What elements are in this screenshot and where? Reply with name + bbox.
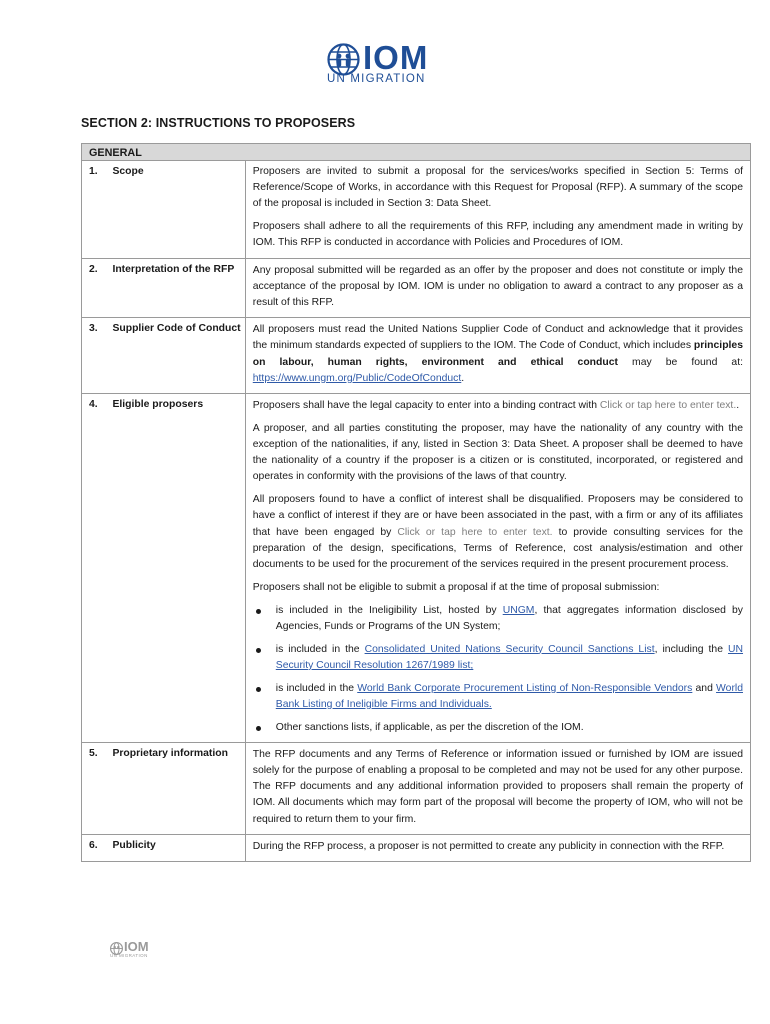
bullet-icon [256, 687, 261, 692]
item-content [245, 394, 750, 743]
item-number: 6. [82, 834, 112, 861]
general-header-row [82, 144, 751, 161]
code-of-conduct-link[interactable]: https://www.ungm.org/Public/CodeOfConduct [252, 372, 462, 384]
text-span: to provide consulting services for the preparation of the design, specifications, Terms of Reference, cost analysis/estimation and other documents to be used for the procurement of the services required in the present procurement process. [252, 526, 743, 571]
ungm-link[interactable]: UNGM [502, 604, 535, 616]
item-label: Eligible proposers [111, 394, 245, 743]
un-resolution-list-link[interactable]: UN Security Council Resolution 1267/1989 list; [275, 643, 744, 671]
eligibility-bullet-list [253, 603, 743, 736]
paragraph: Proposers are invited to submit a proposal for the services/works specified in Section 5: Terms of Reference/Scope of Works, in accordance with this Request for Proposal (RFP). A summary of the scope of the proposal is included in Section 3: Data Sheet. [252, 166, 743, 210]
text-span: , including the [654, 643, 728, 655]
table-row [82, 742, 751, 834]
paragraph: Proposers shall adhere to all the requirements of this RFP, including any amendment made in writing by IOM. This RFP is conducted in accordance with Policies and Procedures of IOM. [252, 221, 743, 249]
footer-logo-tagline: UN MIGRATION [110, 953, 148, 958]
un-emblem-icon [327, 43, 360, 76]
bullet-icon [256, 609, 261, 614]
table-row [82, 318, 751, 394]
paragraph [253, 322, 743, 387]
item-label: Scope [111, 161, 245, 259]
text-span: All proposers must read the United Nations Supplier Code of Conduct and acknowledge that it provides the minimum standards expected of suppliers to the IOM. The Code of Conduct, which includes [252, 324, 743, 352]
item-number: 3. [82, 318, 112, 394]
paragraph: A proposer, and all parties constituting the proposer, may have the nationality of any country with the exception of the nationalities, if any, listed in Section 3: Data Sheet. A proposer shall be deemed to have the nationality of a country if the proposer is a citizen or is constituted, incorporated, or registered and operates in conformity with the provisions of the laws of that country. [252, 422, 743, 483]
text-span: Other sanctions lists, if applicable, as per the discretion of the IOM. [275, 721, 584, 733]
item-label: Proprietary information [111, 742, 245, 834]
item-number: 2. [82, 258, 112, 318]
paragraph: The RFP documents and any Terms of Reference or information issued or furnished by IOM are issued solely for the purpose of enabling a proposal to be completed and may not be used for any other purpose. The RFP documents and any additional information provided to proposers shall remain the property of IOM. All documents which may form part of the proposal will become the property of IOM, who will not be required to return them to your firm. [252, 748, 743, 825]
general-label: GENERAL [82, 144, 751, 161]
placeholder-field[interactable]: Click or tap here to enter text. [397, 526, 553, 538]
text-span: and [692, 682, 717, 694]
table-row [82, 258, 751, 318]
footer-iom-logo [110, 939, 160, 962]
item-content [245, 834, 750, 861]
table-row [82, 394, 751, 743]
world-bank-ineligible-link[interactable]: World Bank Listing of Ineligible Firms and Individuals. [275, 682, 743, 710]
table-row [82, 161, 751, 259]
bold-text: principles on labour, human rights, environment and ethical conduct [252, 340, 743, 368]
list-item [253, 603, 743, 635]
item-number: 4. [82, 394, 112, 743]
text-span: may be found at: [617, 356, 743, 368]
world-bank-nonresponsible-link[interactable]: World Bank Corporate Procurement Listing of Non-Responsible Vendors [357, 682, 693, 694]
text-span: is included in the [275, 643, 365, 655]
item-label: Supplier Code of Conduct [111, 318, 245, 394]
text-span: is included in the Ineligibility List, hosted by [275, 604, 503, 616]
list-item [253, 720, 743, 736]
text-span: . [461, 372, 465, 384]
item-label: Interpretation of the RFP [111, 258, 245, 318]
item-content [245, 258, 750, 318]
paragraph: During the RFP process, a proposer is not permitted to create any publicity in connection with the RFP. [252, 840, 725, 852]
bullet-icon [256, 726, 261, 731]
instructions-table [81, 143, 751, 862]
logo-tagline: UN MIGRATION [327, 73, 426, 85]
text-span: Proposers shall have the legal capacity to enter into a binding contract with [252, 400, 600, 412]
item-content [245, 742, 750, 834]
table-row [82, 834, 751, 861]
iom-logo [327, 40, 447, 90]
text-span: . [736, 400, 740, 412]
un-sanctions-list-link[interactable]: Consolidated United Nations Security Council Sanctions List [364, 643, 655, 655]
text-span: , that aggregates information disclosed by Agencies, Funds or Programs of the UN System; [275, 604, 743, 632]
paragraph: Any proposal submitted will be regarded as an offer by the proposer and does not constitute or imply the acceptance of the proposal by IOM. IOM is under no obligation to award a contract to any proposer as a result of this RFP. [252, 264, 743, 309]
section-title: SECTION 2: INSTRUCTIONS TO PROPOSERS [81, 116, 356, 130]
text-span: is included in the [275, 682, 358, 694]
text-span: All proposers found to have a conflict of interest shall be disqualified. Proposers may be considered to have a conflict of interest if they are or have been associated in the past, with a firm or any of its affiliates that have been engaged by [252, 494, 743, 538]
item-number: 5. [82, 742, 112, 834]
footer-logo-wordmark: IOM [124, 939, 149, 954]
item-content [245, 318, 750, 394]
item-label: Publicity [111, 834, 245, 861]
bullet-icon [256, 648, 261, 653]
paragraph: Proposers shall not be eligible to submit a proposal if at the time of proposal submission: [252, 581, 660, 593]
placeholder-field[interactable]: Click or tap here to enter text. [599, 400, 737, 412]
paragraph [253, 398, 743, 414]
item-content [245, 161, 750, 259]
item-number: 1. [82, 161, 112, 259]
logo-wordmark: IOM [363, 39, 429, 76]
list-item [253, 642, 743, 674]
paragraph [253, 492, 743, 573]
list-item [253, 681, 743, 713]
